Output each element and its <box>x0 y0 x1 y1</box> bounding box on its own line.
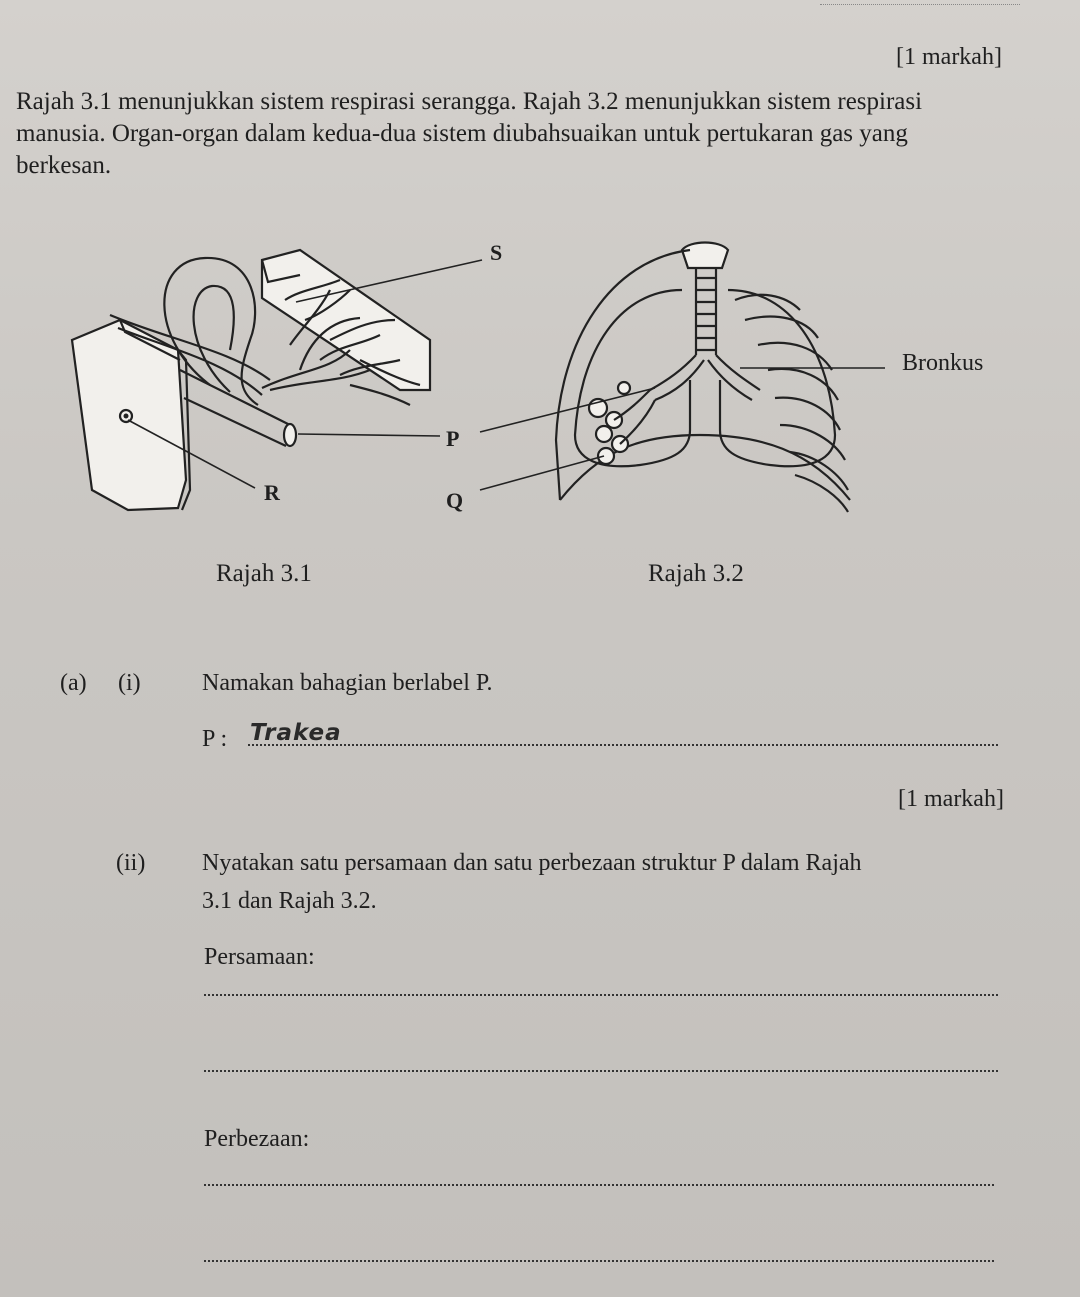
mark-i: [1 markah] <box>898 786 1004 812</box>
perbezaan-label: Perbezaan: <box>204 1126 310 1152</box>
label-s: S <box>490 240 503 265</box>
question-ii-line1: Nyatakan satu persamaan dan satu perbezaan struktur P dalam Rajah <box>202 850 862 876</box>
persamaan-line-2[interactable] <box>204 1070 998 1072</box>
answer-prefix-p: P : <box>202 726 228 752</box>
intro-paragraph: Rajah 3.1 menunjukkan sistem respirasi serangga. Rajah 3.2 menunjukkan sistem respirasi manusia. Organ-organ dalam kedua-dua sistem diubahsuaikan untuk pertukaran gas yang berkesan. <box>16 88 923 179</box>
label-r: R <box>264 480 280 505</box>
perbezaan-line-2[interactable] <box>204 1260 994 1262</box>
caption-rajah-3-2: Rajah 3.2 <box>648 560 744 587</box>
label-q: Q <box>446 488 464 513</box>
sub-i-number: (i) <box>118 670 141 696</box>
top-mark: [1 markah] <box>896 44 1002 70</box>
human-respiratory-system <box>480 243 885 513</box>
perbezaan-line-1[interactable] <box>204 1184 994 1186</box>
label-p: P <box>446 426 460 451</box>
answer-line-i[interactable] <box>248 744 998 746</box>
handwritten-answer: Trakea <box>250 720 342 746</box>
respiration-diagram <box>0 220 1080 550</box>
part-a-number: (a) <box>60 670 87 696</box>
question-i-text: Namakan bahagian berlabel P. <box>202 670 493 696</box>
question-ii-line2: 3.1 dan Rajah 3.2. <box>202 888 377 914</box>
persamaan-label: Persamaan: <box>204 944 315 970</box>
top-rule <box>820 4 1020 5</box>
label-bronkus: Bronkus <box>902 350 984 376</box>
caption-rajah-3-1: Rajah 3.1 <box>216 560 312 587</box>
persamaan-line-1[interactable] <box>204 994 998 996</box>
insect-tracheal-system <box>72 250 482 510</box>
sub-ii-number: (ii) <box>116 850 146 876</box>
